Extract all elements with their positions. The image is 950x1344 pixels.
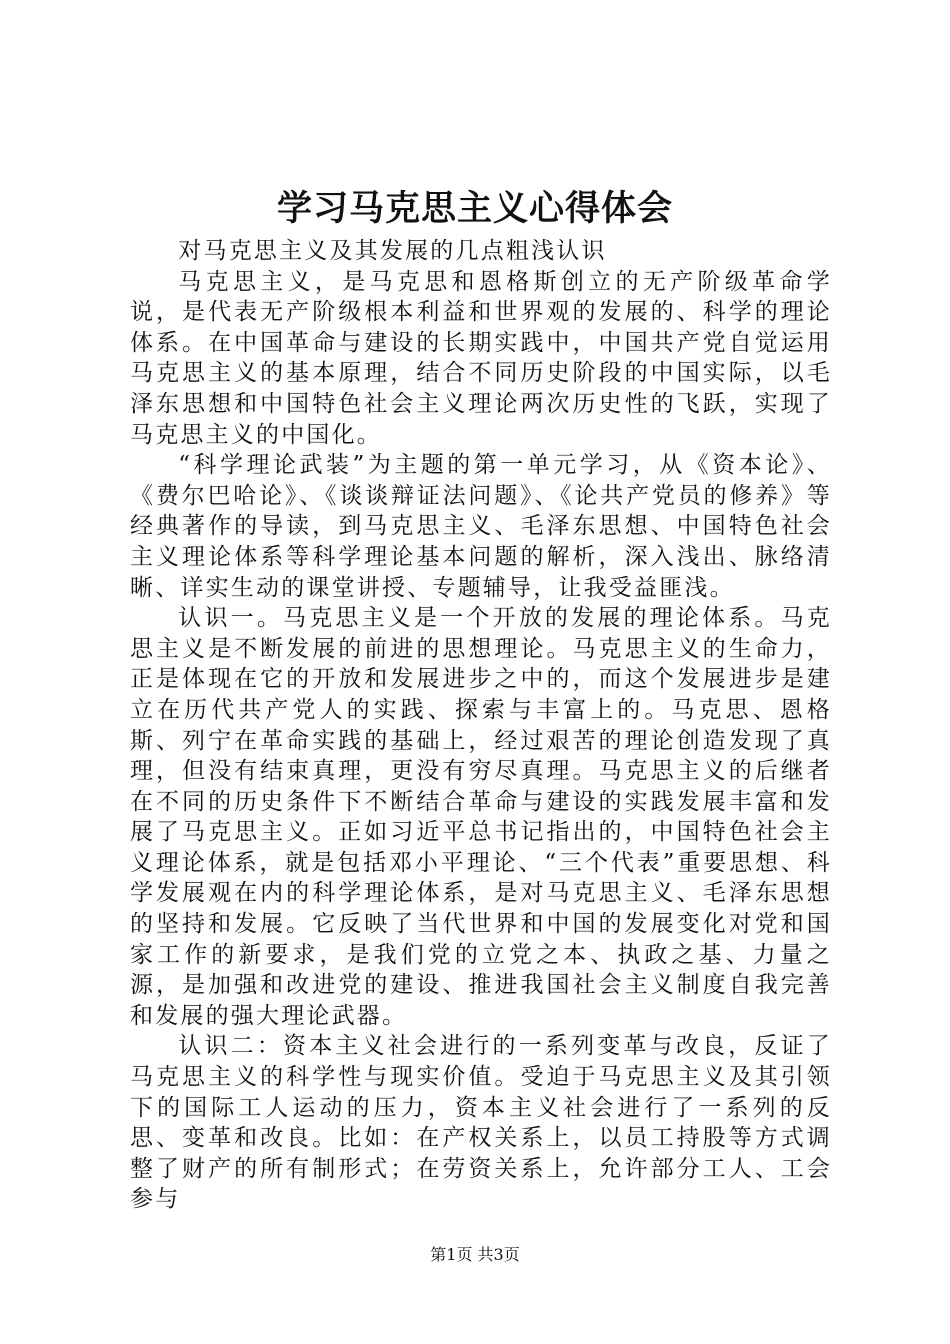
document-title: 学习马克思主义心得体会 xyxy=(276,188,673,229)
paragraph-intro: 马克思主义，是马克思和恩格斯创立的无产阶级革命学说，是代表无产阶级根本利益和世界观的发展的、科学的理论体系。在中国革命与建设的长期实践中，中国共产党自觉运用马克思主义的基本原理，结合不同历史阶段的中国实际，以毛泽东思想和中国特色社会主义理论两次历史性的飞跃，实现了马克思主义的中国化。 xyxy=(130,268,832,448)
paragraph-understanding-one: 认识一。马克思主义是一个开放的发展的理论体系。马克思主义是不断发展的前进的思想理论。马克思主义的生命力，正是体现在它的开放和发展进步之中的，而这个发展进步是建立在历代共产党人的实践、探索与丰富上的。马克思、恩格斯、列宁在革命实践的基础上，经过艰苦的理论创造发现了真理，但没有结束真理，更没有穷尽真理。马克思主义的后继者在不同的历史条件下不断结合革命与建设的实践发展丰富和发展了马克思主义。正如习近平总书记指出的，中国特色社会主义理论体系，就是包括邓小平理论、“三个代表”重要思想、科学发展观在内的科学理论体系，是对马克思主义、毛泽东思想的坚持和发展。它反映了当代世界和中国的发展变化对党和国家工作的新要求，是我们党的立党之本、执政之基、力量之源，是加强和改进党的建设、推进我国社会主义制度自我完善和发展的强大理论武器。 xyxy=(130,605,832,1029)
paragraph-study-unit: “科学理论武装”为主题的第一单元学习，从《资本论》、《费尔巴哈论》、《谈谈辩证法问题》、《论共产党员的修养》等经典著作的导读，到马克思主义、毛泽东思想、中国特色社会主义理论体系等科学理论基本问题的解析，深入浅出、脉络清晰、详实生动的课堂讲授、专题辅导，让我受益匪浅。 xyxy=(130,452,832,601)
document-body xyxy=(130,236,832,1215)
page-footer: 第1页 共3页 xyxy=(430,1245,520,1264)
paragraph-understanding-two: 认识二：资本主义社会进行的一系列变革与改良，反证了马克思主义的科学性与现实价值。受迫于马克思主义及其引领下的国际工人运动的压力，资本主义社会进行了一系列的反思、变革和改良。比如：在产权关系上，以员工持股等方式调整了财产的所有制形式；在劳资关系上，允许部分工人、工会参与 xyxy=(130,1033,832,1213)
paragraph-subtitle: 对马克思主义及其发展的几点粗浅认识 xyxy=(178,238,607,264)
